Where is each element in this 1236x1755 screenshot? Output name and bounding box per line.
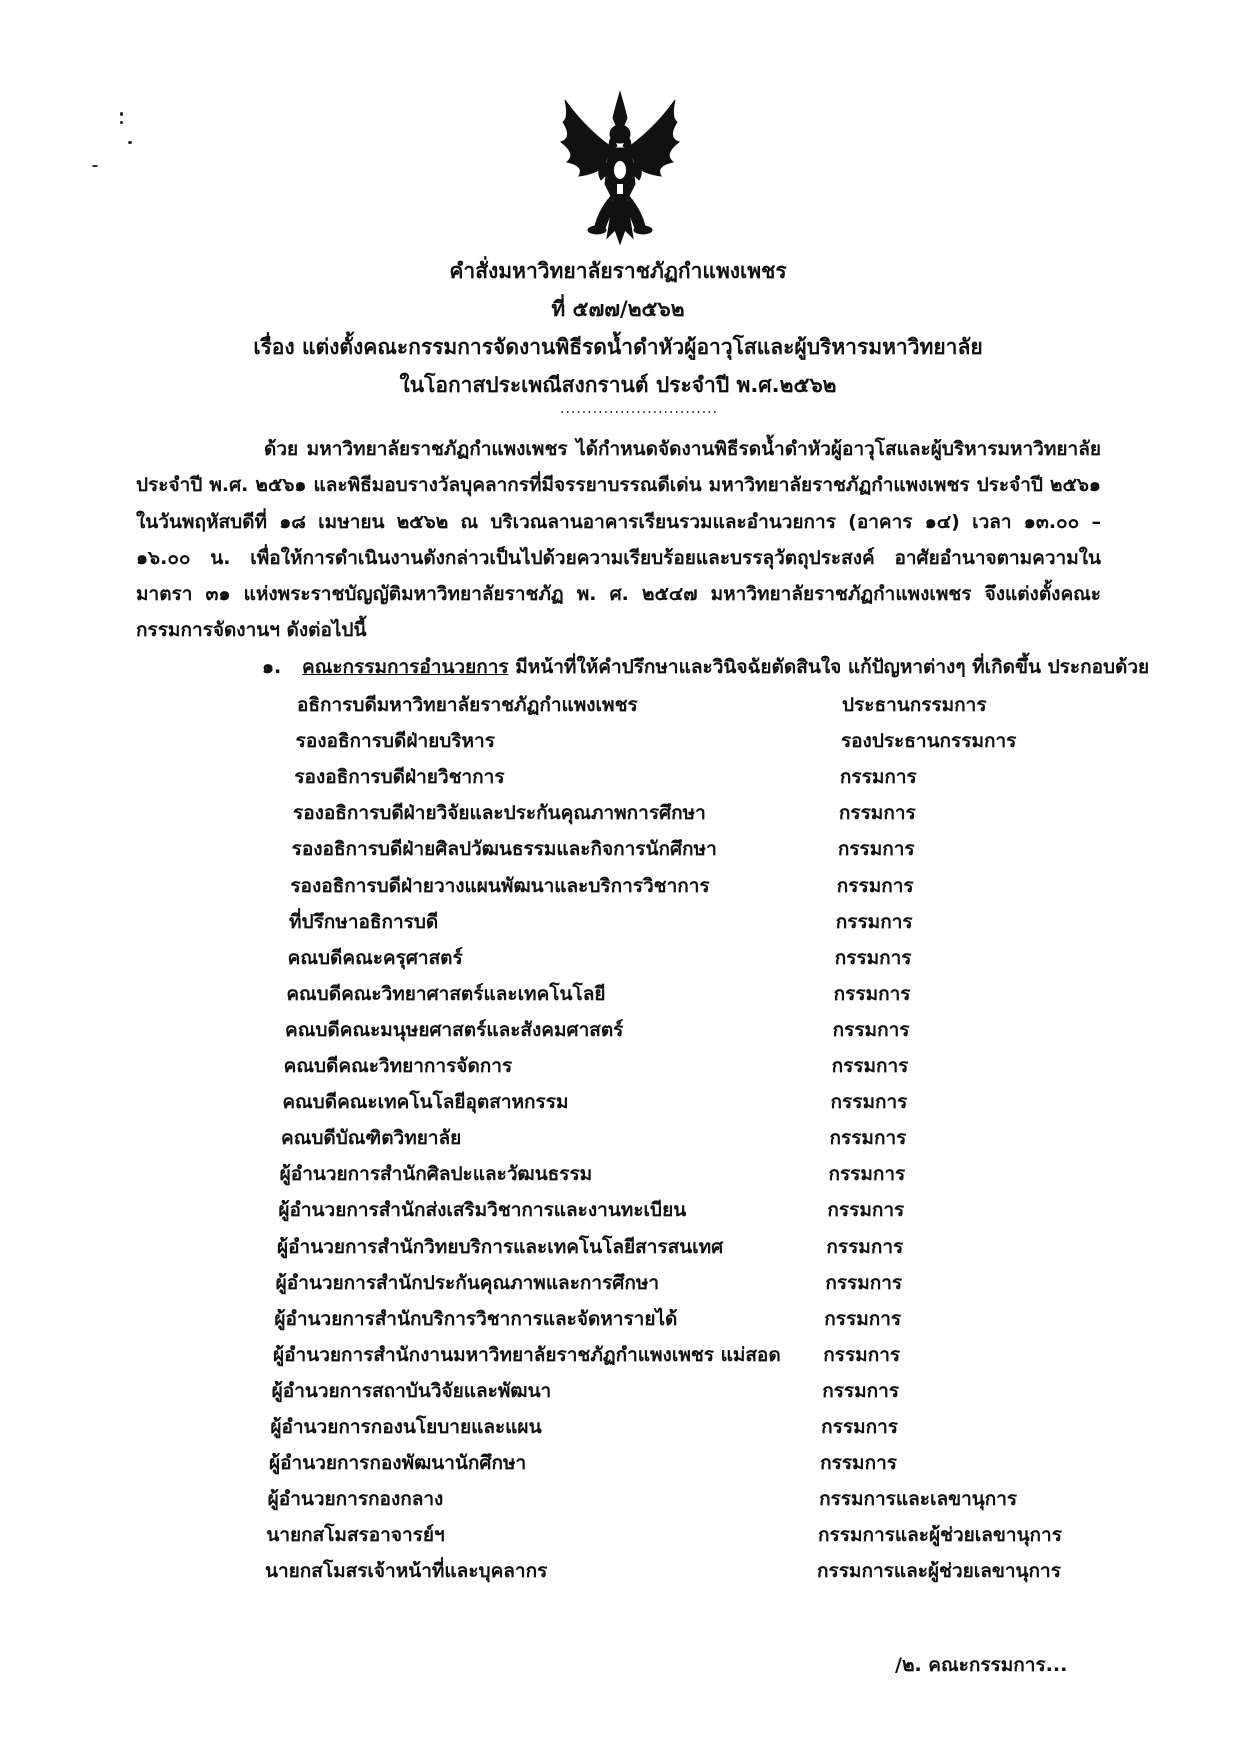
member-row (280, 1157, 1216, 1191)
member-role: นายกสโมสรอาจารย์ฯ (266, 1524, 445, 1547)
member-row (296, 724, 1216, 758)
member-duty: กรรมการ (837, 838, 915, 861)
scan-speck (128, 141, 132, 144)
member-duty: กรรมการและผู้ช่วยเลขานุการ (818, 1524, 1062, 1547)
member-duty: ประธานกรรมการ (842, 694, 987, 716)
member-role: คณบดีคณะมนุษยศาสตร์และสังคมศาสตร์ (285, 1018, 624, 1041)
member-duty: กรรมการ (831, 1055, 909, 1077)
member-role: รองอธิการบดีฝ่ายวิชาการ (294, 766, 505, 789)
section1-heading (262, 652, 1150, 682)
member-row (270, 1410, 1216, 1444)
order-subject-line1: เรื่อง แต่งตั้งคณะกรรมการจัดงานพิธีรดน้ำดำหัวผู้อาวุโสและผู้บริหารมหาวิทยาลัย (253, 335, 983, 359)
member-role: ผู้อำนวยการสำนักวิทยบริการและเทคโนโลยีสารสนเทศ (277, 1235, 724, 1258)
section1-description: มีหน้าที่ให้คำปรึกษาและวินิจฉัยตัดสินใจ แก้ปัญหาต่างๆ ที่เกิดขึ้น ประกอบด้วย (508, 656, 1150, 678)
order-subject-line2: ในโอกาสประเพณีสงกรานต์ ประจำปี พ.ศ.๒๕๖๒ (399, 373, 837, 397)
member-duty: กรรมการ (833, 982, 911, 1005)
member-duty: กรรมการ (825, 1271, 903, 1294)
member-row (289, 905, 1216, 939)
member-role: คณบดีคณะวิทยาการจัดการ (283, 1055, 513, 1077)
member-duty: กรรมการ (824, 1307, 902, 1330)
order-number: ที่ ๕๗๗/๒๕๖๒ (551, 297, 685, 321)
member-duty: กรรมการ (830, 1091, 908, 1114)
scan-speck (120, 112, 123, 116)
member-role: ผู้อำนวยการสำนักศิลปะและวัฒนธรรม (279, 1163, 593, 1186)
member-duty: กรรมการ (829, 1127, 907, 1150)
section1-number: ๑. (262, 656, 282, 678)
member-role: คณบดีคณะครุศาสตร์ (287, 946, 463, 969)
member-row (293, 796, 1216, 830)
member-row (297, 688, 1216, 722)
garuda-emblem-icon (555, 88, 685, 248)
member-role: ที่ปรึกษาอธิการบดี (289, 910, 439, 933)
member-duty: กรรมการ (834, 946, 912, 969)
member-duty: กรรมการ (821, 1416, 898, 1438)
member-row (285, 1013, 1216, 1047)
member-role: อธิการบดีมหาวิทยาลัยราชภัฏกำแพงเพชร (297, 694, 638, 716)
member-role: ผู้อำนวยการกองพัฒนานักศึกษา (269, 1452, 527, 1475)
member-role: รองอธิการบดีฝ่ายบริหาร (295, 730, 495, 753)
member-row (282, 1085, 1216, 1119)
member-role: ผู้อำนวยการสำนักส่งเสริมวิชาการและงานทะเบียน (278, 1199, 687, 1222)
body-paragraph-text: ด้วย มหาวิทยาลัยราชภัฏกำแพงเพชร ได้กำหนดจัดงานพิธีรดน้ำดำหัวผู้อาวุโสและผู้บริหารมหาวิทยาลัย ประจำปี พ.ศ. ๒๕๖๑ และพิธีมอบรางวัลบุคลากรที่มีจรรยาบรรณดีเด่น มหาวิทยาลัยราชภัฏกำแพงเพชร ประจำปี ๒๕๖๑ ในวันพฤหัสบดีที่ ๑๘ เมษายน ๒๕๖๒ ณ บริเวณลานอาคารเรียนรวมและอำนวยการ (อาคาร ๑๔) เวลา ๑๓.๐๐ – ๑๖.๐๐ น. เพื่อให้การดำเนินงานดังกล่าวเป็นไปด้วยความเรียบร้อยและบรรลุวัตถุประสงค์ อาศัยอำนาจตามความในมาตรา ๓๑ แห่งพระราชบัญญัติมหาวิทยาลัยราชภัฏ พ. ศ. ๒๕๔๗ มหาวิทยาลัยราชภัฏกำแพงเพชร จึงแต่งตั้งคณะกรรมการจัดงานฯ ดังต่อไปนี้ (136, 438, 1101, 642)
member-row (277, 1230, 1216, 1264)
member-role: นายกสโมสรเจ้าหน้าที่และบุคลากร (265, 1560, 548, 1583)
member-duty: กรรมการ (832, 1018, 910, 1041)
member-row (284, 1049, 1216, 1083)
member-row (290, 869, 1216, 903)
member-row (274, 1302, 1216, 1336)
member-row (266, 1518, 1216, 1552)
member-duty: กรรมการ (823, 1343, 901, 1366)
member-role: ผู้อำนวยการสำนักบริการวิชาการและจัดหารายได้ (274, 1307, 678, 1330)
section1-name: คณะกรรมการอำนวยการ (302, 656, 509, 678)
member-role: ผู้อำนวยการสำนักประกันคุณภาพและการศึกษา (275, 1271, 660, 1294)
member-role: ผู้อำนวยการสถาบันวิจัยและพัฒนา (271, 1379, 552, 1402)
member-row (286, 977, 1216, 1011)
member-role: รองอธิการบดีฝ่ายศิลปวัฒนธรรมและกิจการนักศึกษา (291, 838, 717, 861)
member-row (269, 1446, 1216, 1480)
continuation-note: /๒. คณะกรรมการ... (895, 1654, 1068, 1676)
member-row (273, 1338, 1216, 1372)
member-duty: กรรมการ (836, 874, 914, 897)
member-role: ผู้อำนวยการสำนักงานมหาวิทยาลัยราชภัฏกำแพงเพชร แม่สอด (273, 1343, 781, 1366)
scan-speck (120, 121, 123, 124)
body-paragraph (136, 431, 1101, 649)
member-row (278, 1193, 1216, 1227)
member-role: คณบดีคณะวิทยาศาสตร์และเทคโนโลยี (286, 982, 606, 1005)
member-row (268, 1482, 1216, 1516)
order-title: คำสั่งมหาวิทยาลัยราชภัฏกำแพงเพชร (449, 259, 787, 283)
member-duty: รองประธานกรรมการ (840, 730, 1017, 753)
member-row (288, 941, 1216, 975)
member-role: รองอธิการบดีฝ่ายวางแผนพัฒนาและบริการวิชาการ (290, 874, 710, 897)
member-duty: กรรมการ (828, 1163, 906, 1186)
member-duty: กรรมการ (826, 1235, 904, 1258)
member-role: ผู้อำนวยการกองนโยบายและแผน (270, 1416, 542, 1438)
scan-speck (92, 165, 98, 167)
member-duty: กรรมการ (822, 1379, 900, 1402)
member-role: รองอธิการบดีฝ่ายวิจัยและประกันคุณภาพการศึกษา (293, 802, 706, 825)
member-duty: กรรมการ (839, 766, 917, 789)
member-row (292, 832, 1216, 866)
member-duty: กรรมการ (838, 802, 916, 825)
member-duty: กรรมการและเลขานุการ (819, 1488, 1018, 1511)
member-row (281, 1121, 1216, 1155)
member-role: คณบดีคณะเทคโนโลยีอุตสาหกรรม (282, 1091, 569, 1114)
member-duty: กรรมการ (820, 1452, 897, 1475)
member-duty: กรรมการ (835, 910, 913, 933)
member-row (276, 1266, 1216, 1300)
member-row (294, 760, 1216, 794)
member-row (272, 1374, 1216, 1408)
member-role: ผู้อำนวยการกองกลาง (267, 1488, 444, 1511)
separator-dots: ............................. (560, 401, 719, 417)
member-role: คณบดีบัณฑิตวิทยาลัย (281, 1127, 462, 1150)
member-duty: กรรมการและผู้ช่วยเลขานุการ (817, 1560, 1061, 1583)
member-duty: กรรมการ (827, 1199, 905, 1222)
member-row (265, 1554, 1216, 1588)
